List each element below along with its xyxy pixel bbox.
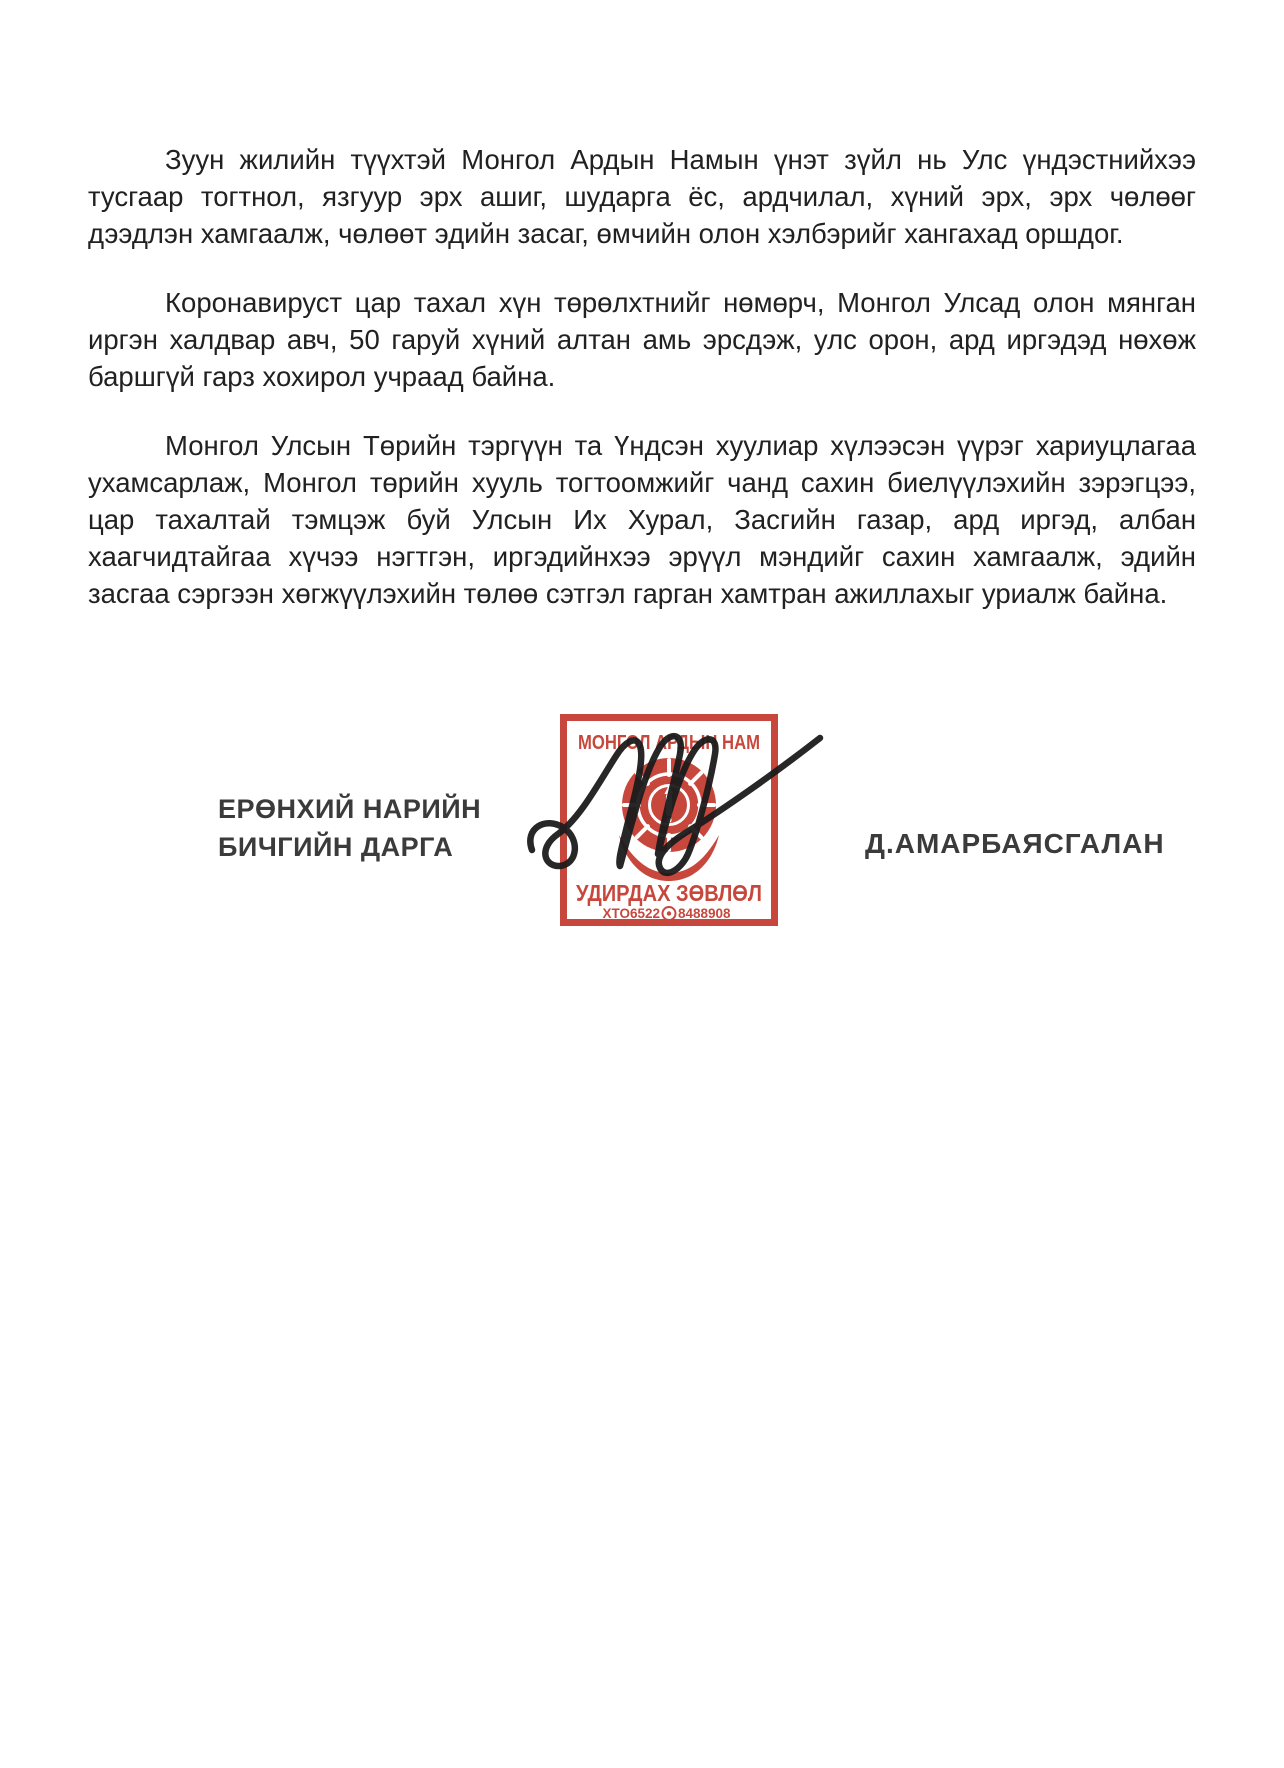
stamp-serial-right: 8488908 [678, 906, 731, 921]
stamp-serial-left: ХТО6522 [602, 906, 660, 921]
secretary-title-line1: ЕРӨНХИЙ НАРИЙН [218, 794, 482, 824]
document-body [88, 141, 1196, 644]
secretary-title-line2: БИЧГИЙН ДАРГА [218, 832, 454, 862]
secretary-title [218, 790, 481, 866]
stamp-board-text: УДИРДАХ ЗӨВЛӨЛ [576, 880, 762, 906]
signature-ink [522, 726, 832, 886]
paragraph-1: Зуун жилийн түүхтэй Монгол Ардын Намын үнэт зүйл нь Улс үндэстнийхээ тусгаар тогтнол, язгуур эрх ашиг, шударга ёс, ардчилал, хүний эрх, эрх чөлөөг дээдлэн хамгаалж, чөлөөт эдийн засаг, өмчийн олон хэлбэрийг хангахад оршдог. [88, 144, 1196, 249]
signer-name: Д.АМАРБАЯСГАЛАН [865, 828, 1165, 859]
paragraph-3: Монгол Улсын Төрийн тэргүүн та Үндсэн хуулиар хүлээсэн үүрэг хариуцлагаа ухамсарлаж, Монгол төрийн хууль тогтоомжийг чанд сахин биелүүлэхийн зэрэгцээ, цар тахалтай тэмцэж буй Улсын Их Хурал, Засгийн газар, ард иргэд, албан хаагчидтайгаа хүчээ нэгтгэн, иргэдийнхээ эрүүл мэндийг сахин хамгаалж, эдийн засгаа сэргээн хөгжүүлэхийн төлөө сэтгэл гарган хамтран ажиллахыг уриалж байна. [88, 430, 1196, 609]
serial-divider-icon [663, 907, 676, 920]
paragraph-2: Коронавируст цар тахал хүн төрөлхтнийг нөмөрч, Монгол Улсад олон мянган иргэн халдвар авч, 50 гаруй хүний алтан амь эрсдэж, улс орон, ард иргэдэд нөхөж баршгүй гарз хохирол учраад байна. [88, 287, 1196, 392]
stamp-top-text: МОНГОЛ АРДЫН НАМ [578, 732, 760, 754]
